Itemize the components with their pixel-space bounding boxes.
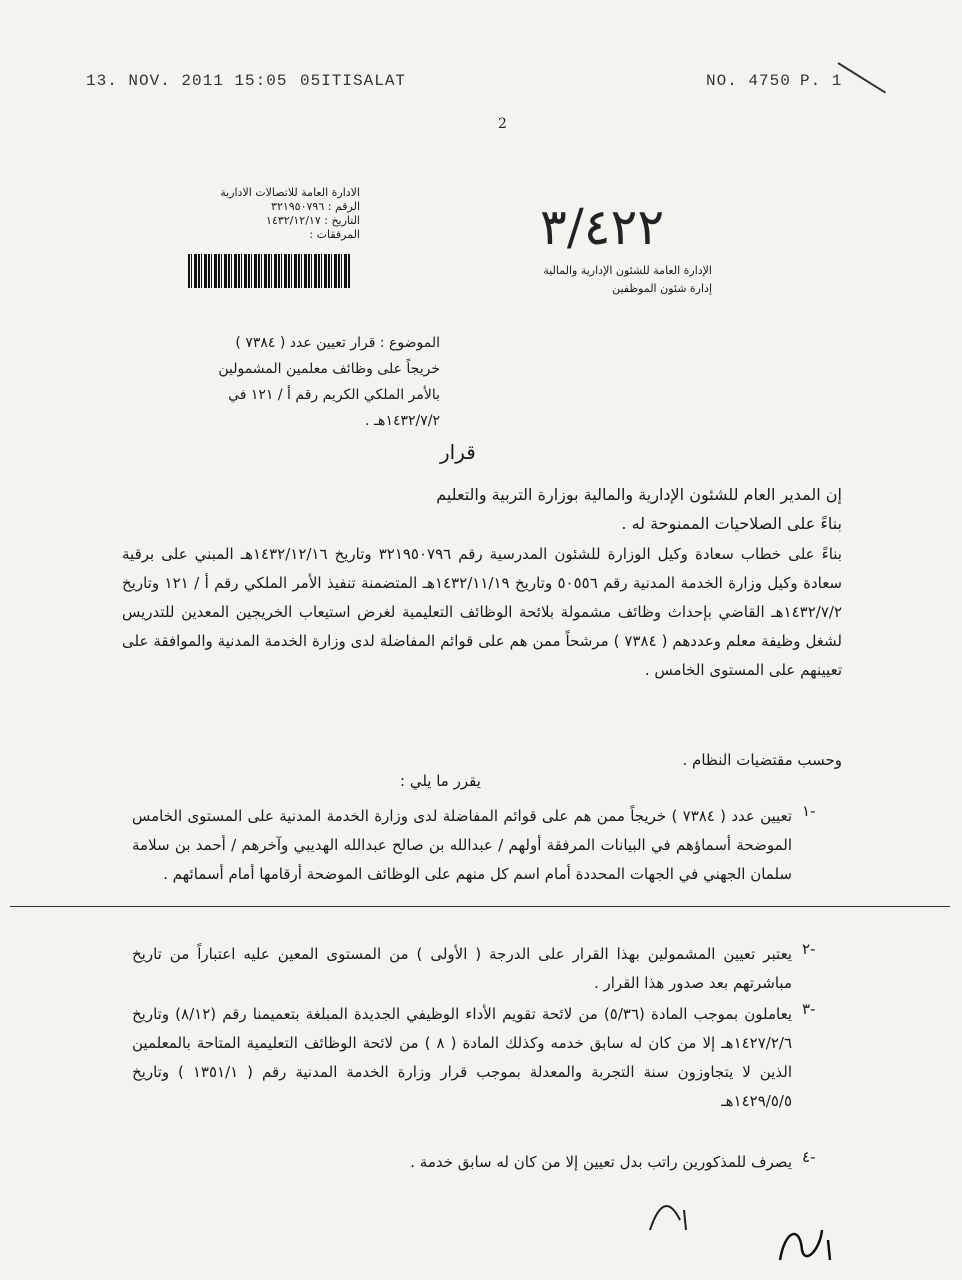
ref-row: الرقم : ٣٢١٩٥٠٧٩٦ — [271, 200, 360, 213]
handwritten-ref: ٣/٤٢٢ — [540, 198, 665, 256]
dept-line1: الإدارة العامة للشئون الإدارية والمالية — [543, 264, 712, 277]
decision-item: تعيين عدد ( ٧٣٨٤ ) خريجاً ممن هم على قوائم المفاضلة لدى وزارة الخدمة المدنية على المستوى الخامس الموضحة أسماؤهم في البيانات المرفقة أولهم / عبدالله بن صالح عبدالله الهديبي وآخرهم / أحمد بن سلامة سلمان الجهني في الجهات المحددة أمام اسم كل منهم على الوظائف الموضحة أرقامها أمام أسمائهم . — [132, 807, 792, 883]
item-number: ٤- — [802, 1148, 816, 1166]
decision-item: يعتبر تعيين المشمولين بهذا القرار على الدرجة ( الأولى ) من المستوى المعين عليه اعتباراً من تاريخ مباشرتهم بعد صدور هذا القرار . — [132, 945, 792, 992]
regulation-line: وحسب مقتضيات النظام . — [682, 751, 842, 769]
fax-page: P. 1 — [800, 72, 843, 90]
initials-mark — [640, 1190, 700, 1240]
fold-line — [10, 906, 950, 907]
intro-line: إن المدير العام للشئون الإدارية والمالية بوزارة التربية والتعليم — [436, 485, 842, 504]
fax-sender: 05ITISALAT — [300, 72, 407, 90]
subject-block — [200, 330, 440, 434]
decides-label: يقرر ما يلي : — [400, 772, 481, 790]
left-header — [180, 186, 360, 242]
item-number: ١- — [802, 802, 816, 820]
item-number: ٢- — [802, 940, 816, 958]
subject-label: الموضوع : — [379, 335, 440, 351]
signature — [770, 1210, 840, 1270]
barcode — [188, 254, 350, 288]
date-label: التاريخ — [331, 214, 360, 227]
decision-item: يعاملون بموجب المادة (٥/٣٦) من لائحة تقويم الأداء الوظيفي الجديدة المبلغة بتعميمنا رقم (٨/١٢) وتاريخ ١٤٢٧/٢/٦هـ إلا من كان له سابق خدمه وكذلك المادة ( ٨ ) من لائحة الوظائف التعليمية المتاحة بالمعلمين الذين لا يتجاوزون سنة التجربة والمعدلة بموجب قرار وزارة الخدمة المدنية رقم ( ١٣٥١/١ ) وتاريخ ١٤٢٩/٥/٥هـ — [132, 1005, 793, 1110]
date-value: ١٤٣٢/١٢/١٧ — [266, 214, 321, 227]
decision-title: قرار — [440, 440, 476, 464]
fax-datetime: 13. NOV. 2011 15:05 — [86, 72, 288, 90]
decision-item: يصرف للمذكورين راتب بدل تعيين إلا من كان له سابق خدمة . — [410, 1153, 792, 1171]
org-name: الادارة العامة للاتصالات الادارية — [220, 186, 360, 199]
pen-stroke — [837, 62, 886, 93]
top-mark: 2 — [498, 116, 507, 132]
item-number: ٣- — [802, 1000, 816, 1018]
intro — [122, 480, 842, 538]
attach-label: المرفقات — [316, 228, 360, 241]
fax-number: NO. 4750 — [706, 72, 791, 90]
dept-line2: إدارة شئون الموظفين — [612, 282, 712, 295]
right-header — [472, 262, 712, 298]
intro-line: بناءً على الصلاحيات الممنوحة له . — [621, 514, 842, 533]
attach-row: المرفقات : — [309, 228, 360, 241]
ref-label: الرقم — [334, 200, 360, 213]
date-row: التاريخ : ١٤٣٢/١٢/١٧ — [266, 214, 360, 227]
ref-value: ٣٢١٩٥٠٧٩٦ — [271, 200, 325, 213]
subject-text: قرار تعيين عدد ( ٧٣٨٤ ) خريجاً على وظائف معلمين المشمولين بالأمر الملكي الكريم رقم أ / ١٢١ في ١٤٣٢/٧/٢هـ . — [218, 335, 440, 429]
basis-paragraph: بناءً على خطاب سعادة وكيل الوزارة للشئون المدرسية رقم ٣٢١٩٥٠٧٩٦ وتاريخ ١٤٣٢/١٢/١٦هـ المبني على برقية سعادة وكيل وزارة الخدمة المدنية رقم ٥٠٥٥٦ وتاريخ ١٤٣٢/١١/١٩هـ المتضمنة تنفيذ الأمر الملكي رقم أ / ١٢١ وتاريخ ١٤٣٢/٧/٢هـ القاضي بإحداث وظائف مشمولة بلائحة الوظائف التعليمية لغرض استيعاب الخريجين المعدين للتدريس لشغل وظيفة معلم وعددهم ( ٧٣٨٤ ) مرشحاً ممن هم على قوائم المفاضلة لدى وزارة الخدمة المدنية والموافقة على تعيينهم على المستوى الخامس . — [122, 545, 842, 679]
